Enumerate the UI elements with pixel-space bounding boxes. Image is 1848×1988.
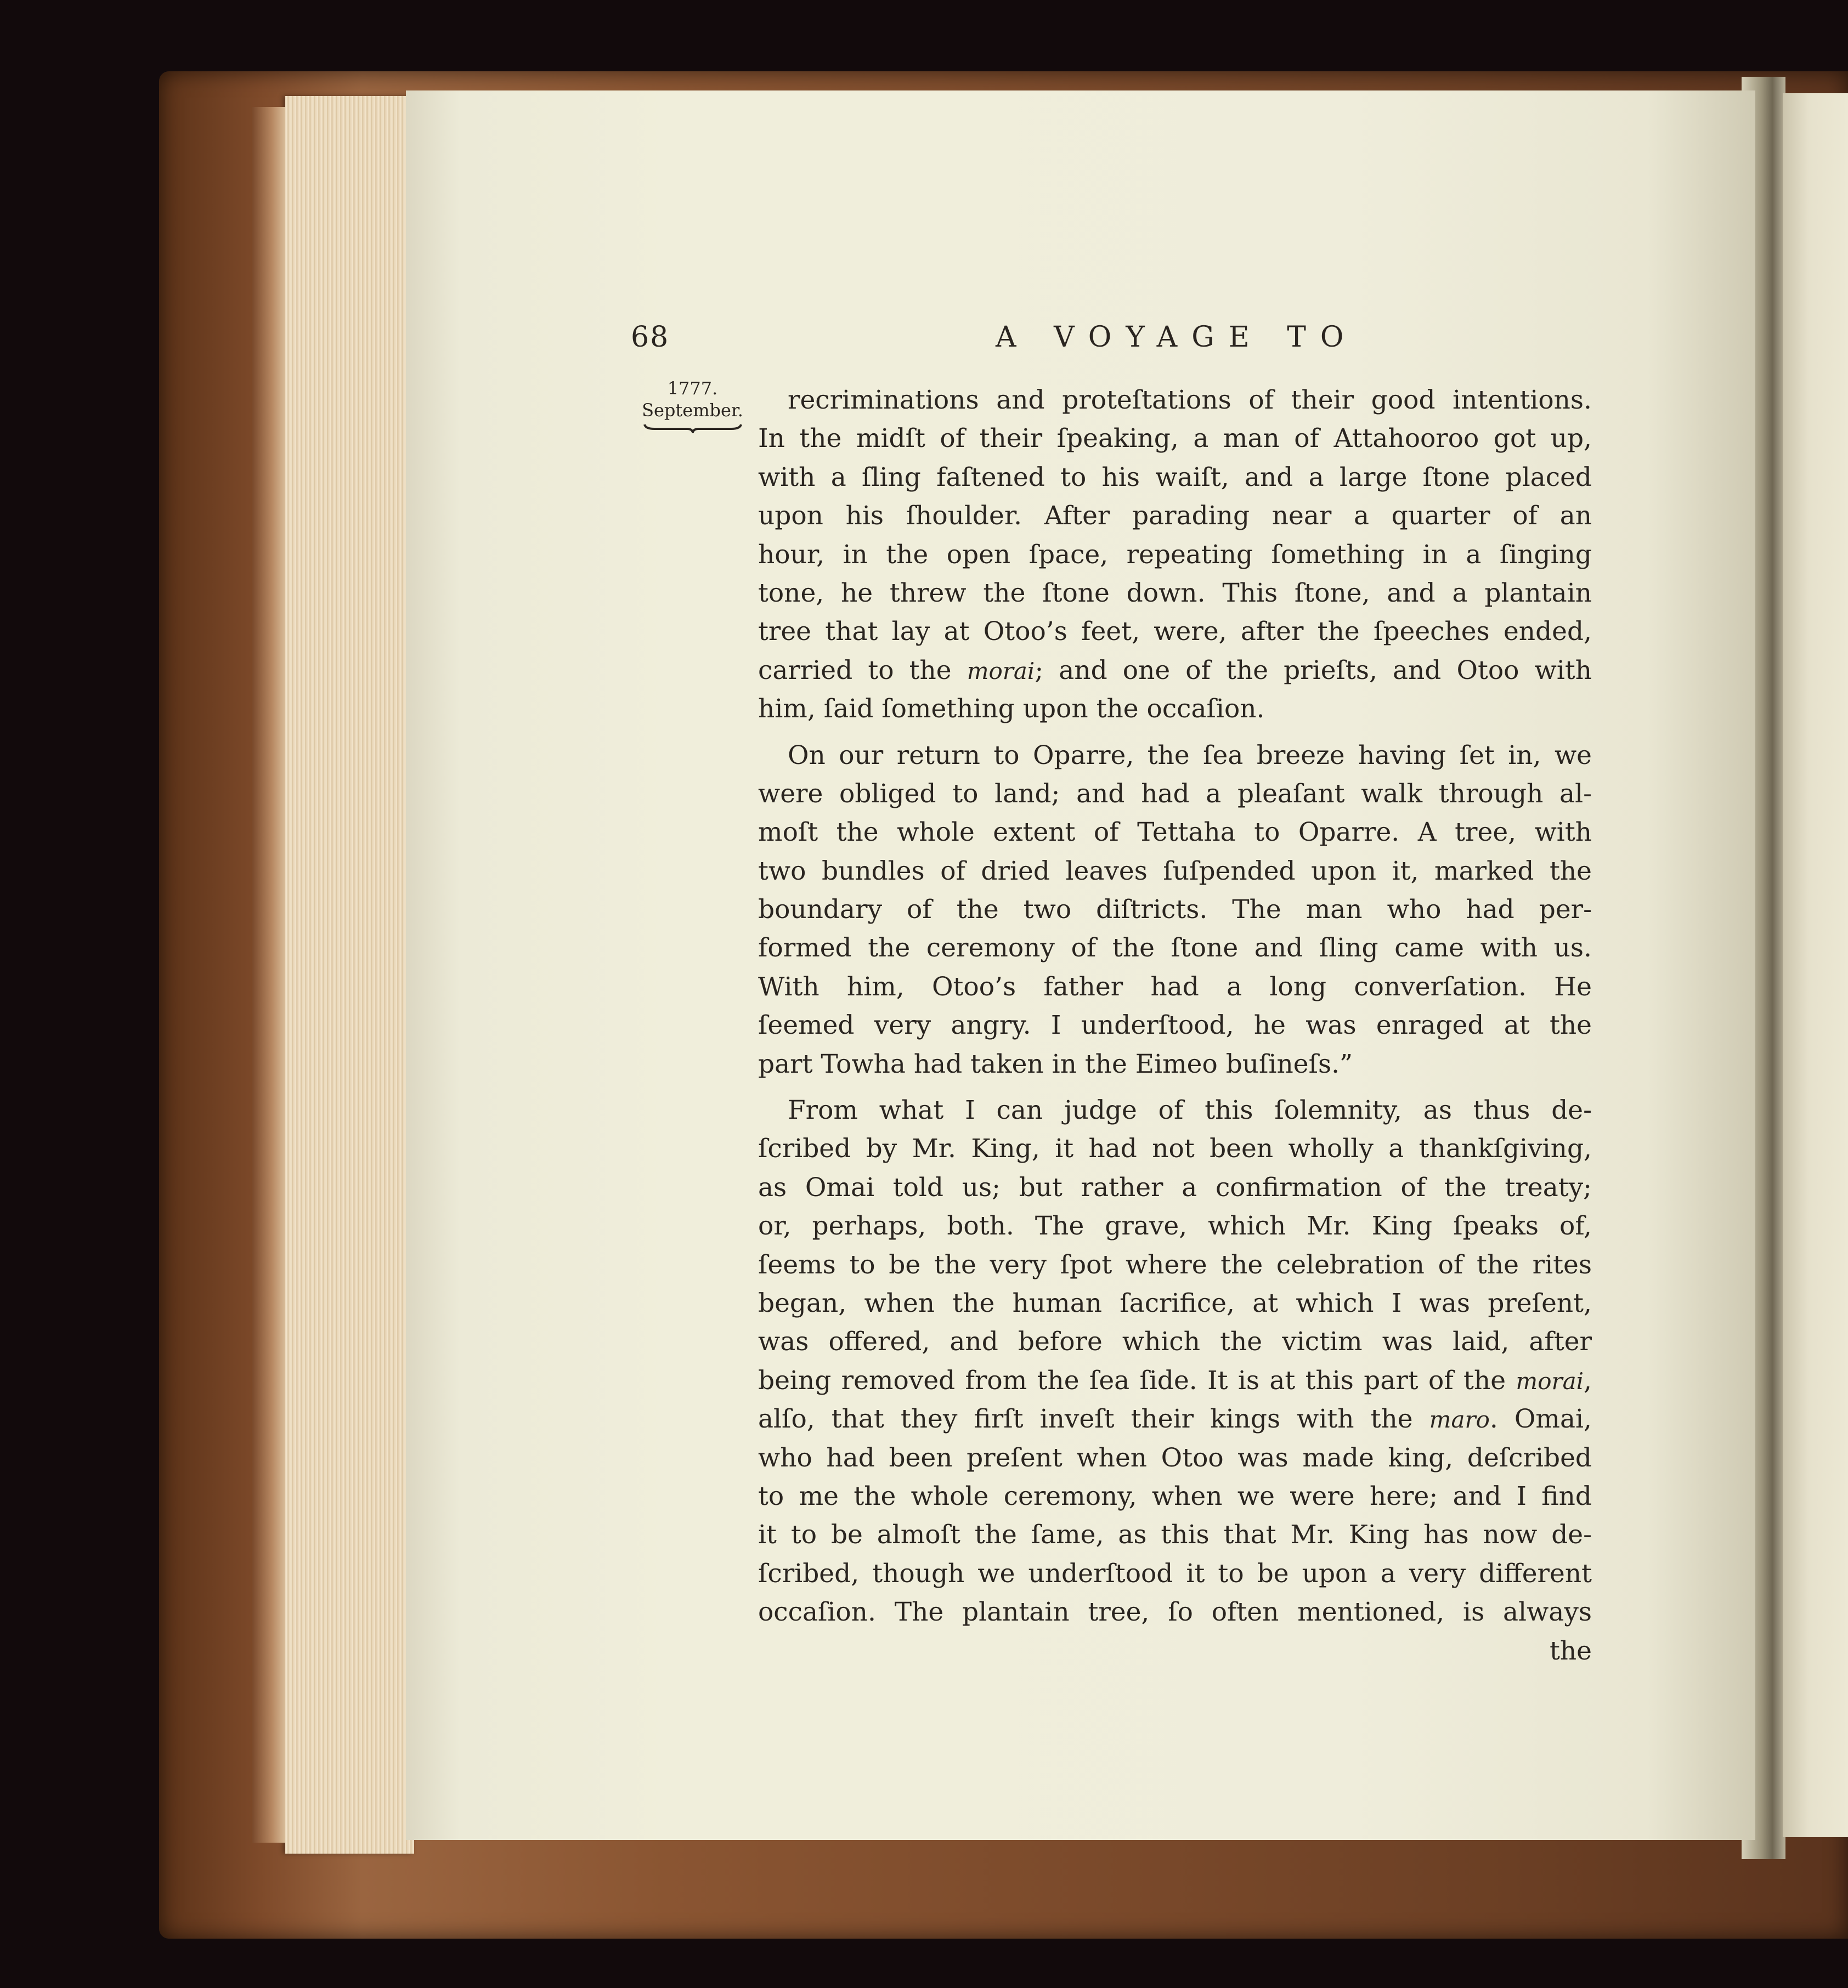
body-text — [758, 381, 1592, 1670]
text-line: With him, Otoo’s father had a long converſation. He — [758, 971, 1592, 1002]
text-line: hour, in the open ſpace, repeating ſomething in a ſinging — [758, 539, 1592, 570]
text-line: or, perhaps, both. The grave, which Mr. King ſpeaks of, — [758, 1211, 1592, 1242]
text-line: moſt the whole extent of Tettaha to Oparre. A tree, with — [758, 817, 1592, 848]
text-line: In the midſt of their ſpeaking, a man of Attahooroo got up, — [758, 423, 1592, 454]
text-line: On our return to Oparre, the ſea breeze having ſet in, we — [788, 740, 1592, 771]
text-line: as Omai told us; but rather a confirmation of the treaty; — [758, 1172, 1592, 1203]
text-line: ſcribed by Mr. King, it had not been wholly a thankſgiving, — [758, 1134, 1592, 1164]
catchword: the — [1550, 1635, 1592, 1666]
text-line: tree that lay at Otoo’s feet, were, after the ſpeeches ended, — [758, 616, 1592, 647]
text-line: part Towha had taken in the Eimeo buſineſs.” — [758, 1049, 1353, 1079]
text-line: began, when the human ſacrifice, at which I was preſent, — [758, 1288, 1592, 1318]
page-number: 68 — [631, 321, 670, 354]
text-line: with a ſling faſtened to his waiſt, and a large ſtone placed — [758, 462, 1592, 492]
margin-note-month: September. — [642, 400, 743, 421]
text-line: who had been preſent when Otoo was made king, deſcribed — [758, 1442, 1592, 1473]
text-line: being removed from the ſea ſide. It is at this part of the morai, — [758, 1365, 1592, 1396]
text-line: upon his ſhoulder. After parading near a quarter of an — [758, 501, 1592, 531]
margin-note-year: 1777. — [667, 378, 718, 399]
text-line: was offered, and before which the victim was laid, after — [758, 1327, 1592, 1357]
italic-term: maro — [1429, 1406, 1490, 1434]
text-line: carried to the morai; and one of the prieſts, and Otoo with — [758, 655, 1592, 686]
text-line: From what I can judge of this ſolemnity, as thus de- — [788, 1095, 1592, 1126]
italic-term: morai — [1516, 1367, 1584, 1395]
text-line: tone, he threw the ſtone down. This ſtone, and a plantain — [758, 577, 1592, 608]
text-line: formed the ceremony of the ſtone and ſling came with us. — [758, 933, 1592, 964]
text-line: alſo, that they firſt inveſt their kings with the maro. Omai, — [758, 1404, 1592, 1435]
brace-icon — [643, 422, 742, 433]
text-line: ſcribed, though we underſtood it to be upon a very different — [758, 1558, 1592, 1589]
margin-note — [639, 377, 746, 433]
running-head: A VOYAGE TO — [996, 321, 1358, 354]
italic-term: morai — [967, 657, 1035, 684]
text-line: ſeemed very angry. I underſtood, he was enraged at the — [758, 1010, 1592, 1041]
text-line: him, ſaid ſomething upon the occaſion. — [758, 694, 1265, 724]
text-line: recriminations and proteſtations of their good intentions. — [788, 385, 1592, 415]
text-line: to me the whole ceremony, when we were here; and I find — [758, 1481, 1592, 1511]
text-line: boundary of the two diſtricts. The man who had per- — [758, 894, 1592, 925]
text-line: it to be almoſt the ſame, as this that Mr. King has now de- — [758, 1520, 1592, 1550]
text-line: two bundles of dried leaves ſuſpended upon it, marked the — [758, 856, 1592, 886]
text-line: ſeems to be the very ſpot where the celebration of the rites — [758, 1249, 1592, 1280]
text-line: occaſion. The plantain tree, ſo often mentioned, is always — [758, 1597, 1592, 1628]
text-line: were obliged to land; and had a pleaſant walk through al- — [758, 778, 1592, 809]
